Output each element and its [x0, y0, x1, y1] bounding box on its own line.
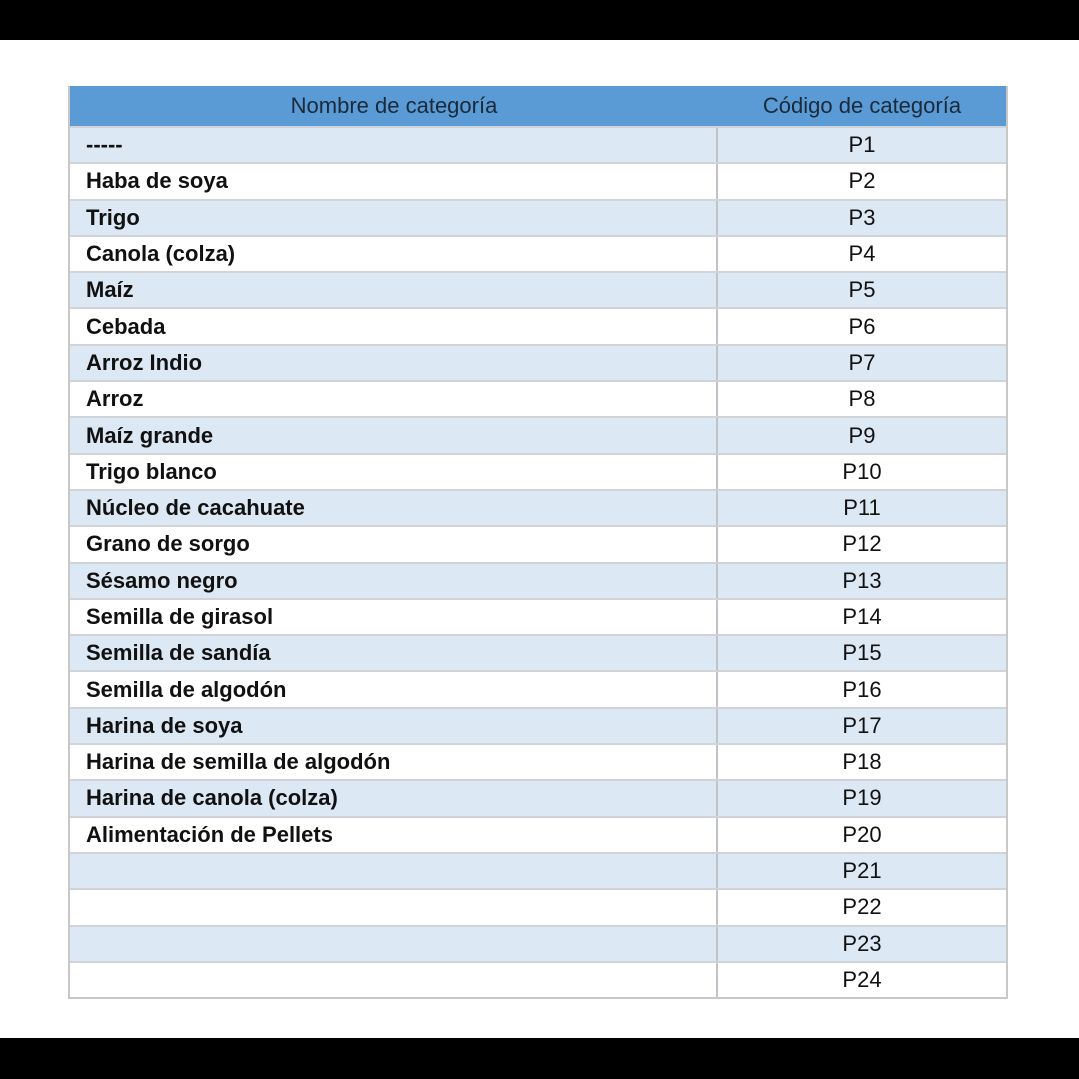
category-code-cell: P11: [843, 495, 881, 521]
category-code-cell: P4: [848, 241, 876, 267]
category-name-cell: Núcleo de cacahuate: [70, 491, 718, 525]
category-name-cell: Maíz: [70, 273, 718, 307]
table-header: [70, 86, 1006, 126]
table-row: [70, 779, 1006, 815]
category-name-cell: Alimentación de Pellets: [70, 818, 718, 852]
category-name-cell: Semilla de sandía: [70, 636, 718, 670]
category-name-cell: Semilla de girasol: [70, 600, 718, 634]
table-row: [70, 670, 1006, 706]
category-code-cell: P6: [848, 313, 876, 339]
table-row: [70, 562, 1006, 598]
category-name-cell: Arroz Indio: [70, 346, 718, 380]
category-code-cell: P5: [848, 277, 876, 303]
table-row: [70, 961, 1006, 997]
category-name-cell: Harina de soya: [70, 709, 718, 743]
category-name-cell: [70, 890, 718, 924]
table-row: [70, 925, 1006, 961]
table-row: [70, 525, 1006, 561]
table-row: [70, 888, 1006, 924]
category-code-cell: P19: [842, 785, 882, 811]
category-code-cell: P15: [842, 640, 882, 666]
category-name-cell: Harina de semilla de algodón: [70, 745, 718, 779]
table-row: [70, 199, 1006, 235]
table-row: [70, 816, 1006, 852]
table-row: [70, 707, 1006, 743]
category-code-cell: P2: [848, 168, 876, 194]
category-code-cell: P22: [842, 894, 882, 920]
category-code-cell: P12: [842, 531, 882, 557]
table-row: [70, 235, 1006, 271]
category-name-cell: Cebada: [70, 309, 718, 343]
category-name-cell: [70, 927, 718, 961]
category-name-cell: Arroz: [70, 382, 718, 416]
table-row: [70, 344, 1006, 380]
table-row: [70, 743, 1006, 779]
table-row: [70, 453, 1006, 489]
table-row: [70, 162, 1006, 198]
category-code-cell: P18: [842, 749, 882, 775]
category-code-cell: P14: [842, 604, 882, 629]
category-name-cell: Haba de soya: [70, 164, 718, 198]
category-code-cell: P9: [848, 422, 876, 448]
category-code-cell: P21: [842, 858, 882, 884]
header-category-code: Código de categoría: [762, 93, 962, 118]
table-row: [70, 852, 1006, 888]
category-code-cell: P8: [848, 386, 876, 412]
table-row: [70, 489, 1006, 525]
category-code-cell: P16: [842, 676, 882, 702]
category-name-cell: Canola (colza): [70, 237, 718, 271]
category-code-cell: P23: [842, 930, 882, 956]
category-name-cell: Trigo blanco: [70, 455, 718, 489]
table-row: [70, 307, 1006, 343]
category-code-cell: P3: [848, 204, 876, 230]
table-row: [70, 271, 1006, 307]
table-row: [70, 416, 1006, 452]
category-name-cell: Sésamo negro: [70, 564, 718, 598]
category-name-cell: -----: [70, 128, 718, 162]
category-name-cell: Grano de sorgo: [70, 527, 718, 561]
category-name-cell: Maíz grande: [70, 418, 718, 452]
category-name-cell: [70, 963, 718, 997]
table-row: [70, 598, 1006, 634]
category-code-cell: P1: [848, 132, 876, 158]
category-table: [68, 86, 1008, 999]
category-code-cell: P10: [842, 458, 882, 484]
category-code-cell: P17: [842, 712, 882, 738]
category-code-cell: P24: [842, 966, 882, 992]
table-row: [70, 380, 1006, 416]
top-letterbox-bar: [0, 0, 1079, 40]
category-name-cell: Semilla de algodón: [70, 672, 718, 706]
header-category-name: Nombre de categoría: [290, 93, 498, 118]
category-code-cell: P7: [848, 349, 876, 375]
bottom-letterbox-bar: [0, 1038, 1079, 1079]
category-name-cell: Harina de canola (colza): [70, 781, 718, 815]
category-name-cell: Trigo: [70, 201, 718, 235]
table-body: [70, 126, 1006, 997]
category-name-cell: [70, 854, 718, 888]
table-row: [70, 126, 1006, 162]
table-row: [70, 634, 1006, 670]
category-code-cell: P20: [842, 821, 882, 847]
category-code-cell: P13: [842, 567, 882, 593]
